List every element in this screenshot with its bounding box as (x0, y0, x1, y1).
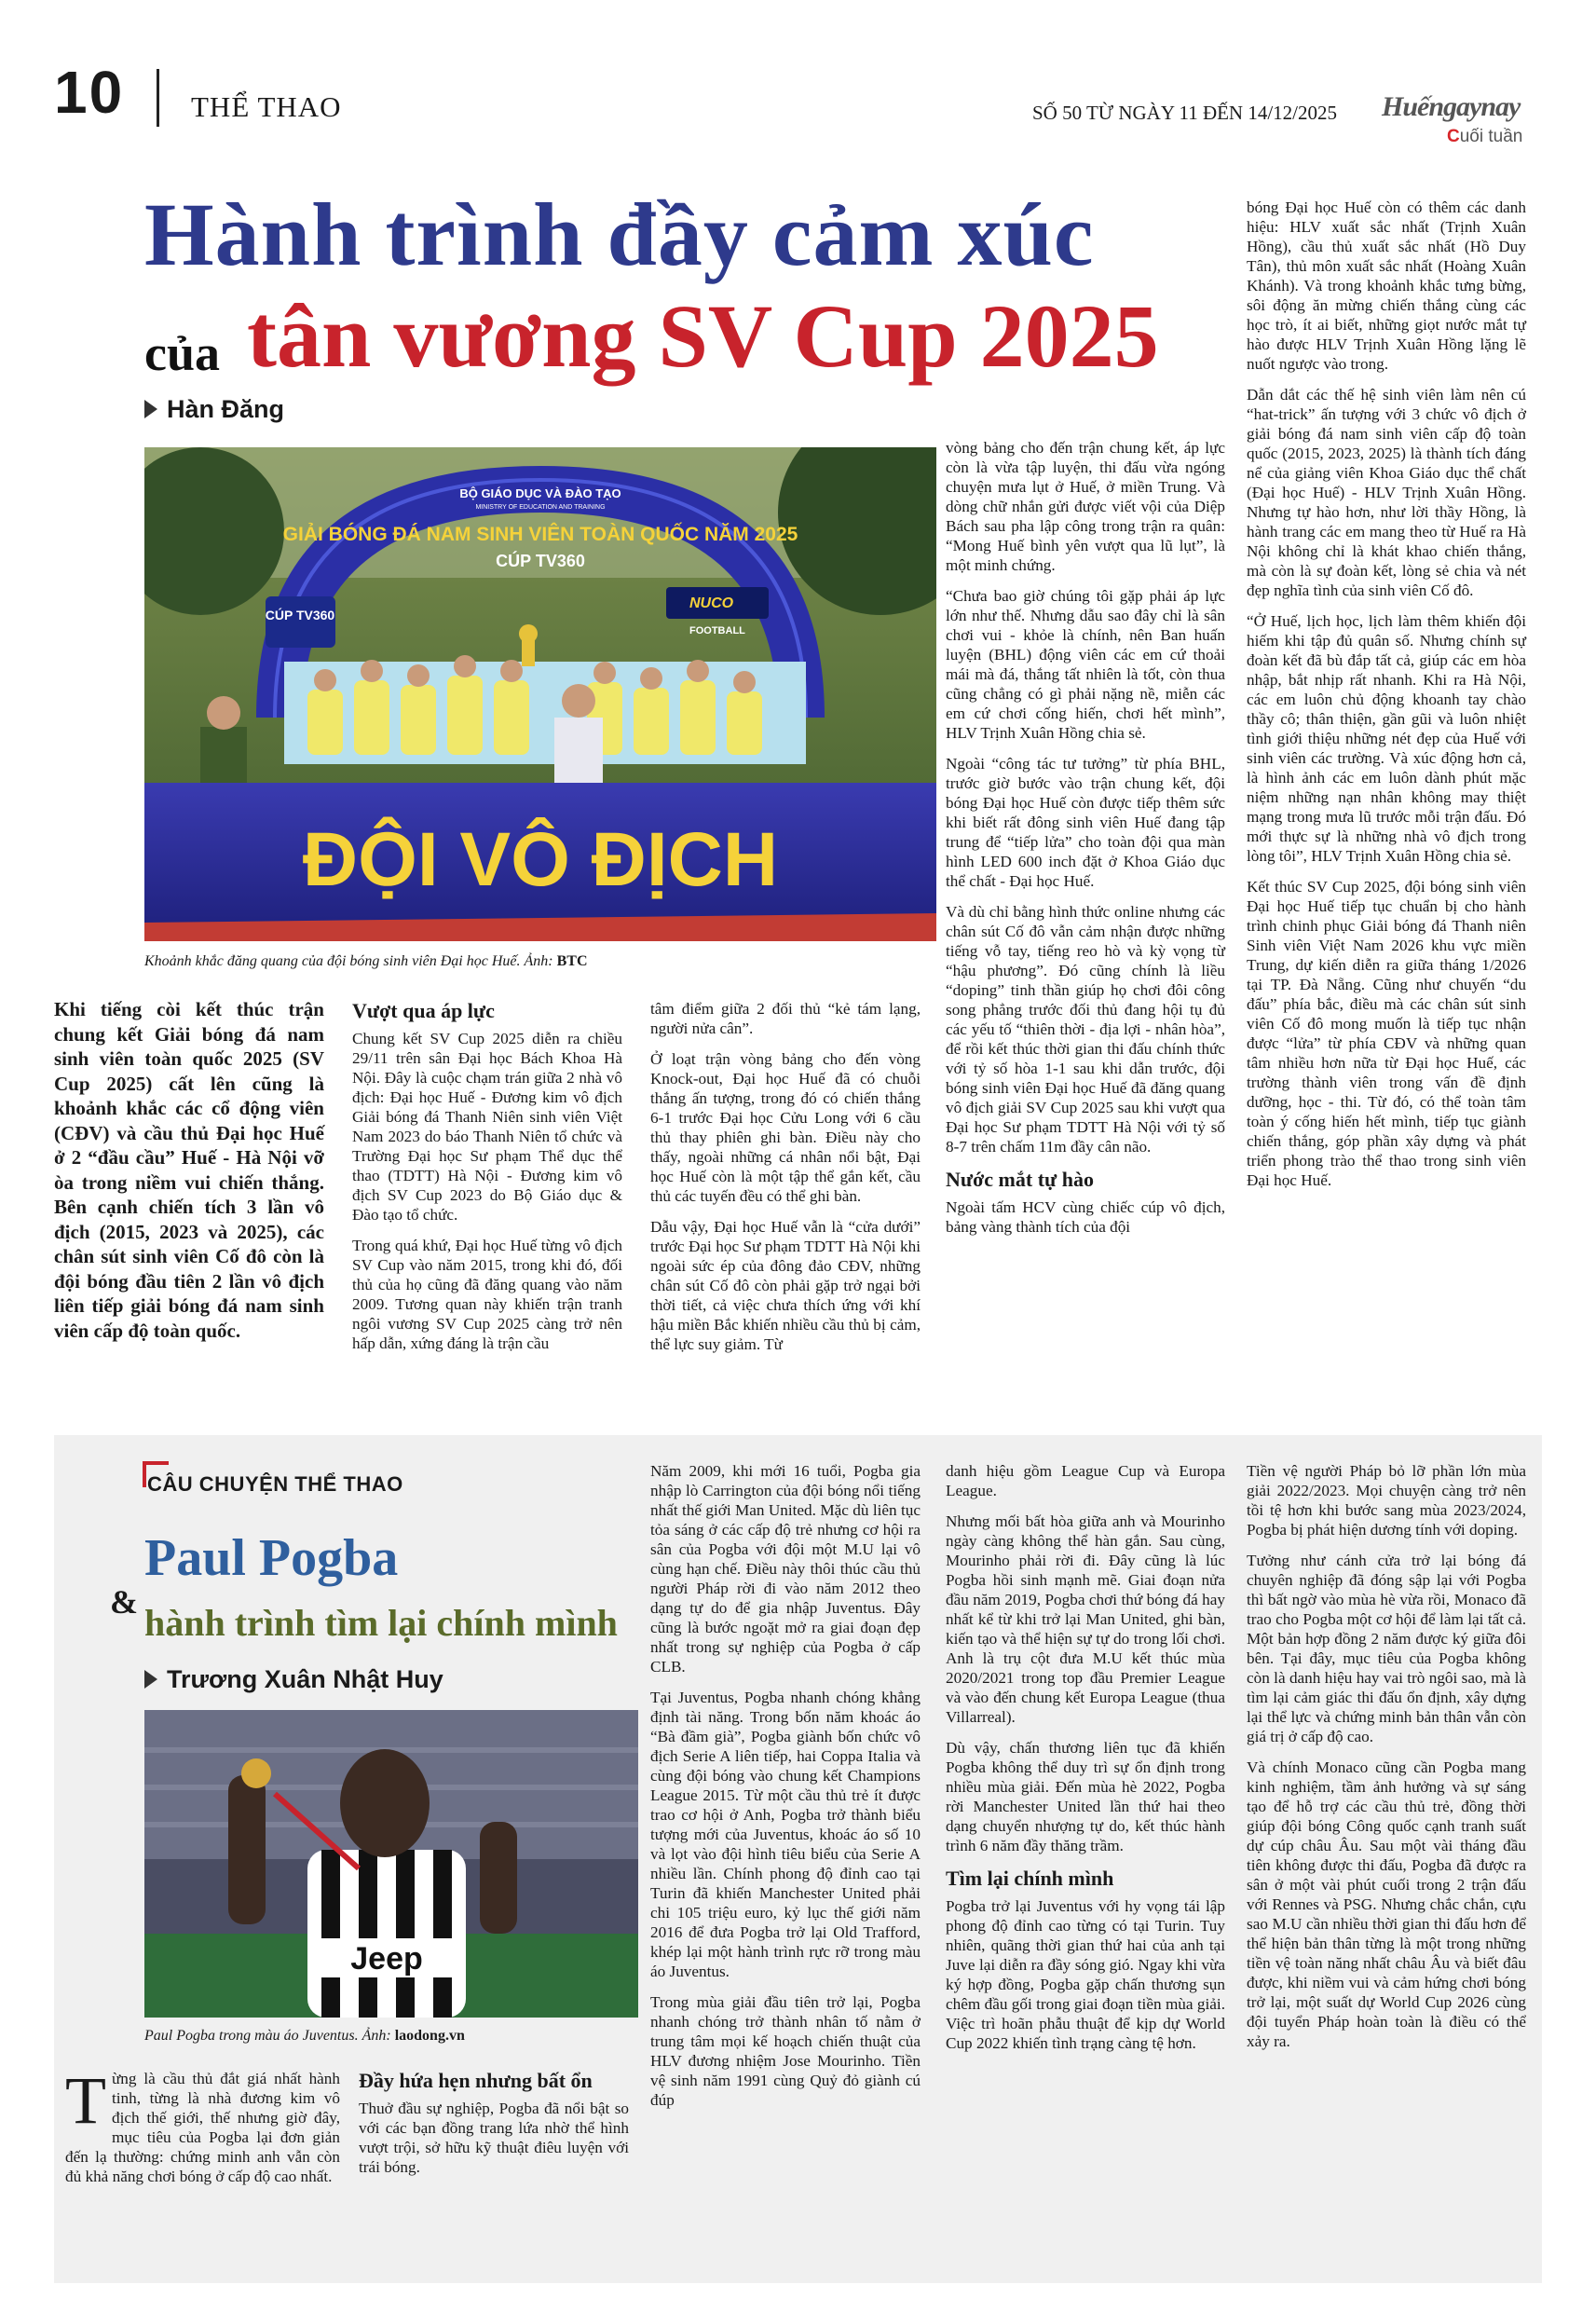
article1-column-4 (946, 438, 1225, 1248)
paragraph: “Ở Huế, lịch học, lịch làm thêm khiến đội hiếm khi tập đủ quân số. Nhưng chính sự đoàn kết đã bù đắp tất cả, giúp các em hòa nhập, bắt nhịp rất nhanh. Khi ra Hà Nội, các em luôn chủ động khoanh tay chào thầy cô; thân thiện, gần gũi và luôn nhiệt tình giới thiệu những nét đẹp của Huế với sinh viên các trường. Và xúc động hơn cả, là hình ảnh các em luôn dành phút mặc niệm những nạn nhân không may thiệt mạng trong mưa lũ trước mỗi trận đấu. Đó mới thực sự là những nhà vô địch trong lòng tôi”, HLV Trịnh Xuân Hồng chia sẻ. (1247, 612, 1526, 865)
box-title-line2: hành trình tìm lại chính mình (144, 1602, 618, 1644)
paragraph: danh hiệu gồm League Cup và Europa League. (946, 1462, 1225, 1499)
article-lead: Khi tiếng còi kết thúc trận chung kết Giải bóng đá nam sinh viên toàn quốc 2025 (SV Cup 2025) cất lên cũng là khoảnh khắc các cổ động viên (CĐV) và cầu thủ Đại học Huế ở 2 “đầu cầu” Huế - Hà Nội vỡ òa trong niềm vui chiến thắng. Bên cạnh chiến tích 3 lần vô địch (2015, 2023 và 2025), các chân sút sinh viên Cố đô còn là đội bóng đầu tiên 2 lần vô địch liên tiếp giải bóng đá nam sinh viên cấp độ toàn quốc. (54, 998, 324, 1342)
paragraph: Pogba trở lại Juventus với hy vọng tái lập phong độ đỉnh cao từng có tại Turin. Tuy nhiên, quãng thời gian thứ hai của anh tại Juve lại diễn ra đầy sóng gió. Ngay khi vừa ký hợp đồng, Pogba gặp chấn thương sụn chêm đầu gối trong giai đoạn tiền mùa giải. Việc trì hoãn phẫu thuật để kịp dự World Cup 2022 khiến tình trạng càng tệ hơn. (946, 1897, 1225, 2052)
banner-ministry: BỘ GIÁO DỤC VÀ ĐÀO TẠO (459, 486, 621, 500)
banner-cup: CÚP TV360 (496, 552, 585, 570)
issue-info: SỐ 50 TỪ NGÀY 11 ĐẾN 14/12/2025 (1032, 102, 1338, 124)
box-kicker: CÂU CHUYỆN THỂ THAO (147, 1472, 403, 1497)
article-title-line2: tân vương SV Cup 2025 (247, 286, 1159, 386)
paragraph: Tưởng như cánh cửa trở lại bóng đá chuyên nghiệp đã đóng sập lại với Pogba thì bất ngờ vào mùa hè vừa rồi, Monaco đã trao cho Pogba một cơ hội để làm lại tất cả. Một bản hợp đồng 2 năm được ký giữa đôi bên. Tại đây, mục tiêu của Pogba không còn là danh hiệu hay vai trò ngôi sao, mà là tìm lại cảm giác thi đấu ổn định, xây dựng lại thể lực và chứng minh bản thân vẫn còn giá trị ở cấp độ cao. (1247, 1552, 1526, 1745)
paragraph: Trong mùa giải đầu tiên trở lại, Pogba nhanh chóng trở thành nhân tố nằm ở trung tâm mọi kế hoạch chiến thuật của HLV đương nhiệm Jose Mourinho. Tiền vệ sinh năm 1991 cùng Quỷ đỏ giành cú đúp (650, 1993, 921, 2109)
subheading-day-hua-hen: Đầy hứa hẹn nhưng bất ổn (359, 2069, 593, 2092)
paragraph: Dẫn dắt các thế hệ sinh viên làm nên cú “hat-trick” ấn tượng với 3 chức vô địch ở giải bóng đá nam sinh viên cấp độ toàn quốc (2015, 2023, 2025) là thành tích đáng nể của giảng viên Khoa Giáo dục thể chất (Đại học Huế) - HLV Trịnh Xuân Hồng. Nhưng tự hào hơn, như lời thầy Hồng, là hành trang các em mang theo từ Huế ra Hà Nội không chỉ là khát khao chiến thắng, mà còn là sự đoàn kết, lòng sẻ chia và nét đẹp nghĩa tình của sinh viên Cố đô. (1247, 386, 1526, 599)
paragraph: Dẫu vậy, Đại học Huế vẫn là “cửa dưới” trước Đại học Sư phạm TDTT Hà Nội khi ngoài sức ép của đông đảo CĐV, những chân sút Cố đô còn phải gặp trở ngại bởi thời tiết, cả việc chưa thích ứng với khí hậu miền Bắc khiến nhiều cầu thủ bị cảm, thể lực suy giảm. Từ (650, 1218, 921, 1353)
article-author: Hàn Đăng (144, 395, 284, 424)
champion-photo (144, 447, 936, 941)
kicker-bracket-icon (143, 1461, 169, 1487)
paragraph: Và dù chỉ bằng hình thức online nhưng các chân sút Cố đô vẫn cảm nhận được những tiếng vỗ tay, tiếng reo hò và kỳ vọng từ “hậu phương”. Đó cũng chính là liều “doping” tinh thần giúp họ chơi đôi công song phẳng trước đối thủ đang hội tụ đủ các yếu tố “thiên thời - địa lợi - nhân hòa”, để rồi kết thúc thời gian thi đấu chính thức với tỷ số hòa 1-1 sau khi dẫn trước, đội bóng sinh viên Đại học Huế đã đăng quang vô địch giải SV Cup 2025 sau khi vượt qua Đại học Sư phạm TDTT Hà Nội với tỷ số 8-7 trên chấm 11m đầy cân não. (946, 903, 1225, 1156)
pogba-photo (144, 1710, 638, 2018)
paragraph: Ở loạt trận vòng bảng cho đến vòng Knock-out, Đại học Huế đã có chuỗi thắng ấn tượng, trong đó có chiến thắng 6-1 trước Đại học Cửu Long với 6 cầu thủ thay phiên ghi bàn. Điều này cho thấy, ngoài những cá nhân nổi bật, Đại học Huế còn là một tập thể gắn kết, cầu thủ các tuyến đều có thể ghi bàn. (650, 1050, 921, 1205)
paragraph: Trong quá khứ, Đại học Huế từng vô địch SV Cup vào năm 2015, trong khi đó, đối thủ của họ cũng đã đăng quang vào năm 2009. Tương quan này khiến trận tranh ngôi vương SV Cup 2025 càng trở nên hấp dẫn, xứng đáng là trận cầu (352, 1237, 622, 1352)
logo-main: Huếngaynay (1382, 91, 1521, 122)
page-number: 10 (54, 59, 125, 126)
byline-arrow-icon (144, 1670, 157, 1689)
banner-title: GIẢI BÓNG ĐÁ NAM SINH VIÊN TOÀN QUỐC NĂM 2025 (282, 524, 798, 545)
paragraph: Tại Juventus, Pogba nhanh chóng khẳng định tài năng. Trong bốn năm khoác áo “Bà đầm già”, Pogba giành bốn chức vô địch Serie A liên tiếp, hai Coppa Italia và cùng đội bóng vào chung kết Champions League 2015. Từ một cầu thủ trẻ ít được trao cơ hội ở Anh, Pogba trở thành biểu tượng mới của Juventus, khoác áo số 10 và lọt vào đội hình tiêu biểu của Serie A nhiều lần. Chính phong độ đỉnh cao tại Turin đã khiến Manchester United phải chi 105 triệu euro, kỷ lục thế giới năm 2016 để đưa Pogba trở lại Old Trafford, khép lại một hành trình rực rỡ trong màu áo Juventus. (650, 1689, 921, 1980)
photo-caption: Khoảnh khắc đăng quang của đội bóng sinh viên Đại học Huế. Ảnh: BTC (144, 953, 588, 969)
banner-ministry-en: MINISTRY OF EDUCATION AND TRAINING (475, 504, 606, 511)
paragraph: Năm 2009, khi mới 16 tuổi, Pogba gia nhập lò Carrington của đội bóng nổi tiếng nhất thế giới Man United. Mặc dù liên tục tỏa sáng ở các cấp độ trẻ nhưng cơ hội ra sân của Pogba với đội một M.U lại vô cùng hạn chế. Điều này thôi thúc cầu thủ người Pháp rời đi vào năm 2012 theo dạng tự do để gia nhập Juventus. Đây cũng là bước ngoặt mở ra giai đoạn đẹp nhất trong sự nghiệp của Pogba ở cấp CLB. (650, 1462, 921, 1676)
article2-column-1 (65, 2063, 340, 2186)
paragraph: “Chưa bao giờ chúng tôi gặp phải áp lực lớn như thế. Nhưng dẫu sao đây chỉ là sân chơi vui - khỏe là chính, nên Ban huấn luyện (BHL) động viên các em cứ thoải mái mà đá, thắng tất nhiên là tốt, còn thua cũng chẳng có gì phải nặng nề, miễn các em cứ chơi cống hiến, chơi hết mình”, HLV Trịnh Xuân Hồng chia sẻ. (946, 587, 1225, 742)
box-title-line1: Paul Pogba (144, 1529, 399, 1587)
paragraph: Chung kết SV Cup 2025 diễn ra chiều 29/11 trên sân Đại học Bách Khoa Hà Nội. Đây là cuộc chạm trán giữa 2 nhà vô địch: Đại học Huế - Đương kim vô địch Giải bóng đá Thanh Niên sinh viên Việt Nam 2023 do báo Thanh Niên tổ chức và Trường Đại học Sư phạm Thể dục thể thao (TDTT) Hà Nội - Đương kim vô địch SV Cup 2023 do Bộ Giáo dục & Đào tạo tổ chức. (352, 1030, 622, 1224)
paragraph: tâm điểm giữa 2 đối thủ “kẻ tám lạng, người nửa cân”. (650, 1000, 921, 1037)
article2-column-3 (650, 1461, 921, 2121)
paragraph: vòng bảng cho đến trận chung kết, áp lực còn là vừa tập luyện, thi đấu vừa ngóng chuyện mưa lụt ở Huế, ở miền Trung. Và dòng chữ nhắn gửi được viết vội của Diệp Bách sau pha lập công trong trận ra quân: “Mong Huế bình yên vượt qua lũ lụt”, là một minh chứng. (946, 439, 1225, 574)
byline-arrow-icon (144, 400, 157, 418)
subheading-nuoc-mat-tu-hao: Nước mắt tự hào (946, 1168, 1094, 1191)
box-author: Trương Xuân Nhật Huy (144, 1665, 443, 1694)
article1-column-5 (1247, 198, 1526, 1201)
article2-column-4 (946, 1461, 1225, 2064)
paragraph: Và chính Monaco cũng cần Pogba mang kinh nghiệm, tầm ảnh hưởng và sự sáng tạo để hỗ trợ các cầu thủ trẻ, đồng thời giúp đội bóng Công quốc cạnh tranh suất dự cúp châu Âu. Sau một vài tháng đầu tiên không được thi đấu, Pogba đã được ra sân ở một vài phút cuối trong 2 trận đấu với Rennes và PSG. Nhưng chắc chắn, cựu sao M.U cần nhiều thời gian thi đấu hơn để thể hiện bản thân từng là một trong những tiền vệ toàn năng nhất châu Âu và biết đâu được, khi niềm vui và cảm hứng chơi bóng trở lại, một suất dự World Cup 2026 cùng đội tuyển Pháp hoàn toàn là điều có thể xảy ra. (1247, 1758, 1526, 2050)
paragraph: Thuở đầu sự nghiệp, Pogba đã nổi bật so với các bạn đồng trang lứa nhờ thể hình vượt trội, sở hữu kỹ thuật điêu luyện với trái bóng. (359, 2100, 629, 2176)
newspaper-logo (1382, 91, 1568, 157)
section-title: THỂ THAO (191, 90, 342, 123)
article1-column-3 (650, 999, 921, 1365)
article2-column-2 (359, 2069, 629, 2188)
cup-logo-text: CÚP TV360 (265, 608, 335, 622)
paragraph: bóng Đại học Huế còn có thêm các danh hiệu: HLV xuất sắc nhất (Trịnh Xuân Hồng), cầu thủ xuất sắc nhất (Hồ Duy Tân), thủ môn xuất sắc nhất (Hoàng Xuân Khánh). Và trong khoảnh khắc tưng bừng, sôi động ăn mừng chiến thắng cùng các học trò, ít ai biết, những giọt nước mắt tự hào được HLV Trịnh Xuân Hồng lặng lẽ nuốt ngược vào trong. (1247, 198, 1526, 373)
logo-sub: Cuối tuần (1447, 127, 1523, 146)
paragraph: Ngoài “công tác tư tưởng” từ phía BHL, trước giờ bước vào trận chung kết, đội bóng Đại học Huế còn được tiếp thêm sức khi biết rất đông sinh viên Huế đang tập trung để “tiếp lửa” cho toàn đội qua màn hình LED 600 inch đặt ở Khoa Giáo dục thể chất - Đại học Huế. (946, 755, 1225, 890)
photo-caption: Paul Pogba trong màu áo Juventus. Ảnh: laodong.vn (144, 2028, 465, 2044)
shirt-sponsor: Jeep (350, 1941, 423, 1977)
article2-column-5 (1247, 1461, 1526, 2062)
paragraph: Kết thúc SV Cup 2025, đội bóng sinh viên Đại học Huế tiếp tục chuẩn bị cho hành trình chinh phục Giải bóng đá Thanh niên Sinh viên Việt Nam 2026 khu vực miền Trung, dự kiến diễn ra giữa tháng 1/2026 tại TP. Đà Nẵng. Cũng như chuyến “du đấu” phía bắc, điều mà các chân sút sinh viên Cố đô mong muốn là tiếp tục nhận được “lửa” từ phía CĐV và những quan tâm nhiều hơn nữa từ Đại học Huế, các trường thành viên trong vấn đề định dưỡng, học - thi. Từ đó, có thể toàn tâm toàn ý cống hiến hết mình, tiếp tục giành chiến thắng, góp phần xây dựng và phát triển phong trào thể thao trong sinh viên Đại học Huế. (1247, 878, 1526, 1189)
article-title-line1: Hành trình đầy cảm xúc (144, 185, 1095, 284)
paragraph: Tiền vệ người Pháp bỏ lỡ phần lớn mùa giải 2022/2023. Mọi chuyện càng trở nên tồi tệ hơn khi bước sang mùa 2023/2024, Pogba bị phát hiện dương tính với doping. (1247, 1462, 1526, 1539)
champion-board-text: ĐỘI VÔ ĐỊCH (302, 817, 779, 902)
nuco-logo: NUCO (689, 595, 734, 611)
nuco-football: FOOTBALL (689, 625, 745, 636)
paragraph: Nhưng mối bất hòa giữa anh và Mourinho ngày càng không thể hàn gắn. Sau cùng, Mourinho phải rời đi. Đây cũng là lúc Pogba hồi sinh mạnh mẽ. Giai đoạn nửa đầu năm 2019, Pogba chơi thứ bóng đá hay nhất kể từ khi trở lại Man United, ghi bàn, kiến tạo và thể hiện sự tự do trong lối chơi. Anh là trụ cột đưa M.U kết thúc mùa 2020/2021 trong top đầu Premier League và vào đến chung kết Europa League (thua Villarreal). (946, 1512, 1225, 1726)
article-title-prefix: của (144, 325, 220, 381)
article1-column-2 (352, 999, 622, 1364)
paragraph: Ngoài tấm HCV cùng chiếc cúp vô địch, bảng vàng thành tích của đội (946, 1198, 1225, 1236)
subheading-vuot-qua-ap-luc: Vượt qua áp lực (352, 999, 495, 1022)
dropcap: T (65, 2063, 106, 2138)
paragraph: ừng là cầu thủ đắt giá nhất hành tinh, từng là nhà đương kim vô địch thế giới, thế nhưng giờ đây, mục tiêu của Pogba lại đơn giản đến lạ thường: chứng minh anh vẫn còn đủ khả năng chơi bóng ở cấp độ cao nhất. (65, 2070, 340, 2185)
header-divider (157, 69, 159, 127)
box-title-ampersand: & (110, 1583, 138, 1621)
subheading-tim-lai-chinh-minh: Tìm lại chính mình (946, 1867, 1114, 1890)
paragraph: Dù vậy, chấn thương liên tục đã khiến Pogba không thể duy trì sự ổn định trong nhiều mùa giải. Đến mùa hè 2022, Pogba rời Manchester United lần thứ hai theo dạng chuyển nhượng tự do, kết thúc hành trình 6 năm đầy thăng trầm. (946, 1739, 1225, 1854)
